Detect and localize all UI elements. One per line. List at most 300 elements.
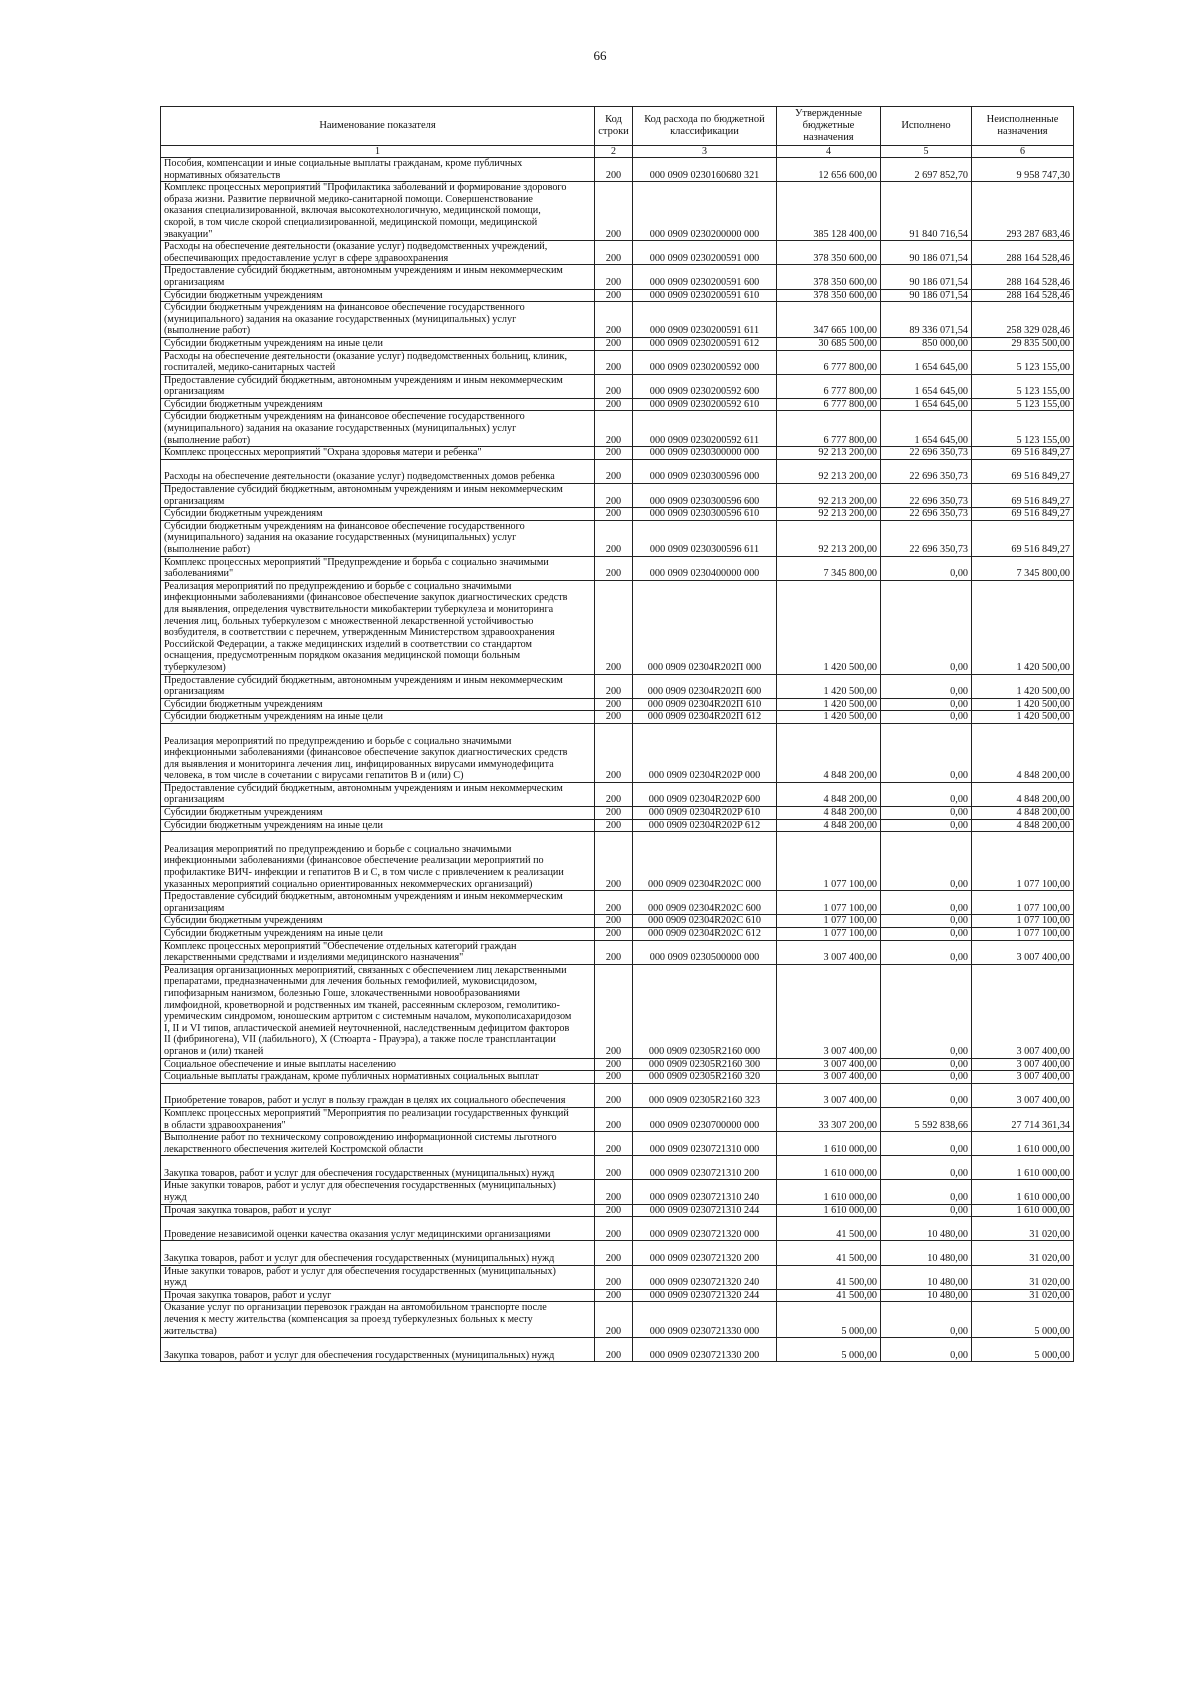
row-code: 200 — [595, 520, 633, 556]
row-kbk: 000 0909 0230200591 612 — [633, 337, 777, 350]
row-executed: 0,00 — [881, 1132, 972, 1156]
row-name: Предоставление субсидий бюджетным, автономным учреждениям и иным некоммерческим организациям — [161, 891, 595, 915]
row-kbk: 000 0909 02305R2160 323 — [633, 1083, 777, 1107]
row-code: 200 — [595, 964, 633, 1058]
table-row — [161, 891, 1074, 915]
row-approved: 1 610 000,00 — [777, 1156, 881, 1180]
row-approved: 41 500,00 — [777, 1217, 881, 1241]
header-code: Код строки — [595, 107, 633, 146]
row-executed: 90 186 071,54 — [881, 241, 972, 265]
column-number: 2 — [595, 146, 633, 158]
row-remaining: 288 164 528,46 — [972, 289, 1074, 302]
row-code: 200 — [595, 302, 633, 338]
row-kbk: 000 0909 02304R202П 600 — [633, 674, 777, 698]
row-kbk: 000 0909 0230200591 611 — [633, 302, 777, 338]
row-kbk: 000 0909 0230200591 000 — [633, 241, 777, 265]
table-row — [161, 1217, 1074, 1241]
row-executed: 0,00 — [881, 782, 972, 806]
row-name: Субсидии бюджетным учреждениям — [161, 915, 595, 928]
row-name: Реализация организационных мероприятий, связанных с обеспечением лиц лекарственными препаратами, предназначенными для лечения больных гемофилией, муковисцидозом, гипофизарным нанизмом, болезнью Гоше, злокачественными новообразованиями лимфоидной, кроветворной и родственных им тканей, рассеянным склерозом, гемолитико- уремическим синдромом, юношеским артритом с системным началом, мукополисахаридозом I, II и VI типов, апластической анемией неуточненной, наследственным дефицитом факторов II (фибриногена), VII (лабильного), X (Стюарта - Прауэра), а также после трансплантации органов и (или) тканей — [161, 964, 595, 1058]
row-code: 200 — [595, 1071, 633, 1084]
row-code: 200 — [595, 265, 633, 289]
table-row — [161, 711, 1074, 724]
row-remaining: 4 848 200,00 — [972, 819, 1074, 832]
row-remaining: 31 020,00 — [972, 1241, 1074, 1265]
row-approved: 1 610 000,00 — [777, 1180, 881, 1204]
row-kbk: 000 0909 0230721320 240 — [633, 1265, 777, 1289]
table-row — [161, 411, 1074, 447]
row-code: 200 — [595, 819, 633, 832]
table-row — [161, 1289, 1074, 1302]
row-kbk: 000 0909 02304R202П 000 — [633, 580, 777, 674]
row-remaining: 1 610 000,00 — [972, 1204, 1074, 1217]
row-remaining: 1 610 000,00 — [972, 1156, 1074, 1180]
row-remaining: 5 123 155,00 — [972, 374, 1074, 398]
row-executed: 10 480,00 — [881, 1289, 972, 1302]
row-code: 200 — [595, 723, 633, 782]
table-row — [161, 302, 1074, 338]
row-code: 200 — [595, 374, 633, 398]
row-name: Прочая закупка товаров, работ и услуг — [161, 1289, 595, 1302]
row-code: 200 — [595, 1180, 633, 1204]
row-executed: 0,00 — [881, 832, 972, 891]
row-name: Субсидии бюджетным учреждениям — [161, 398, 595, 411]
row-kbk: 000 0909 0230160680 321 — [633, 158, 777, 182]
row-kbk: 000 0909 02305R2160 320 — [633, 1071, 777, 1084]
table-row — [161, 674, 1074, 698]
table-row — [161, 350, 1074, 374]
row-code: 200 — [595, 1083, 633, 1107]
row-name: Комплекс процессных мероприятий "Мероприятия по реализации государственных функций в области здравоохранения" — [161, 1107, 595, 1131]
table-row — [161, 182, 1074, 241]
row-name: Предоставление субсидий бюджетным, автономным учреждениям и иным некоммерческим организациям — [161, 265, 595, 289]
table-header — [161, 107, 1074, 158]
row-code: 200 — [595, 289, 633, 302]
row-approved: 3 007 400,00 — [777, 1058, 881, 1071]
row-code: 200 — [595, 556, 633, 580]
row-kbk: 000 0909 0230721310 200 — [633, 1156, 777, 1180]
row-kbk: 000 0909 02304R202П 612 — [633, 711, 777, 724]
row-approved: 5 000,00 — [777, 1302, 881, 1338]
row-code: 200 — [595, 337, 633, 350]
row-approved: 41 500,00 — [777, 1241, 881, 1265]
table-row — [161, 819, 1074, 832]
row-name: Прочая закупка товаров, работ и услуг — [161, 1204, 595, 1217]
row-kbk: 000 0909 02304R202C 000 — [633, 832, 777, 891]
row-executed: 850 000,00 — [881, 337, 972, 350]
table-row — [161, 807, 1074, 820]
row-executed: 0,00 — [881, 1302, 972, 1338]
row-code: 200 — [595, 1338, 633, 1362]
row-executed: 0,00 — [881, 915, 972, 928]
row-approved: 1 420 500,00 — [777, 711, 881, 724]
row-kbk: 000 0909 0230200592 611 — [633, 411, 777, 447]
row-kbk: 000 0909 02305R2160 300 — [633, 1058, 777, 1071]
row-name: Реализация мероприятий по предупреждению и борьбе с социально значимыми инфекционными заболеваниями (финансовое обеспечение реализации мероприятий по профилактике ВИЧ- инфекции и гепатитов В и С, в том числе с привлечением к реализации указанных мероприятий социально ориентированных некоммерческих организаций) — [161, 832, 595, 891]
table-row — [161, 1132, 1074, 1156]
row-executed: 90 186 071,54 — [881, 289, 972, 302]
row-executed: 1 654 645,00 — [881, 398, 972, 411]
row-name: Субсидии бюджетным учреждениям на иные цели — [161, 337, 595, 350]
table-row — [161, 940, 1074, 964]
row-kbk: 000 0909 0230721330 200 — [633, 1338, 777, 1362]
row-approved: 92 213 200,00 — [777, 459, 881, 483]
row-kbk: 000 0909 02304R202C 610 — [633, 915, 777, 928]
table-row — [161, 1071, 1074, 1084]
row-remaining: 69 516 849,27 — [972, 447, 1074, 460]
row-code: 200 — [595, 698, 633, 711]
row-code: 200 — [595, 447, 633, 460]
row-remaining: 69 516 849,27 — [972, 508, 1074, 521]
table-body — [161, 158, 1074, 1362]
row-code: 200 — [595, 711, 633, 724]
row-kbk: 000 0909 0230721320 244 — [633, 1289, 777, 1302]
row-remaining: 4 848 200,00 — [972, 782, 1074, 806]
row-name: Закупка товаров, работ и услуг для обеспечения государственных (муниципальных) нужд — [161, 1241, 595, 1265]
row-kbk: 000 0909 0230500000 000 — [633, 940, 777, 964]
row-executed: 0,00 — [881, 674, 972, 698]
row-kbk: 000 0909 02304R202P 610 — [633, 807, 777, 820]
row-remaining: 69 516 849,27 — [972, 484, 1074, 508]
row-name: Выполнение работ по техническому сопровождению информационной системы льготного лекарственного обеспечения жителей Костромской области — [161, 1132, 595, 1156]
row-kbk: 000 0909 02304R202P 612 — [633, 819, 777, 832]
row-approved: 378 350 600,00 — [777, 289, 881, 302]
row-executed: 22 696 350,73 — [881, 459, 972, 483]
row-kbk: 000 0909 02304R202P 000 — [633, 723, 777, 782]
row-executed: 0,00 — [881, 1204, 972, 1217]
row-kbk: 000 0909 0230200000 000 — [633, 182, 777, 241]
row-remaining: 3 007 400,00 — [972, 1083, 1074, 1107]
row-kbk: 000 0909 02304R202П 610 — [633, 698, 777, 711]
row-executed: 0,00 — [881, 1071, 972, 1084]
row-approved: 41 500,00 — [777, 1289, 881, 1302]
row-name: Расходы на обеспечение деятельности (оказание услуг) подведомственных домов ребенка — [161, 459, 595, 483]
table-row — [161, 1204, 1074, 1217]
row-approved: 3 007 400,00 — [777, 964, 881, 1058]
table-row — [161, 484, 1074, 508]
row-name: Субсидии бюджетным учреждениям — [161, 508, 595, 521]
row-kbk: 000 0909 0230300596 610 — [633, 508, 777, 521]
row-code: 200 — [595, 1107, 633, 1131]
row-name: Субсидии бюджетным учреждениям на финансовое обеспечение государственного (муниципального) задания на оказание государственных (муниципальных) услуг (выполнение работ) — [161, 302, 595, 338]
row-code: 200 — [595, 674, 633, 698]
row-name: Закупка товаров, работ и услуг для обеспечения государственных (муниципальных) нужд — [161, 1156, 595, 1180]
row-code: 200 — [595, 484, 633, 508]
row-name: Комплекс процессных мероприятий "Предупреждение и борьба с социально значимыми заболеваниями" — [161, 556, 595, 580]
row-executed: 22 696 350,73 — [881, 508, 972, 521]
table-row — [161, 782, 1074, 806]
row-name: Предоставление субсидий бюджетным, автономным учреждениям и иным некоммерческим организациям — [161, 674, 595, 698]
row-approved: 1 077 100,00 — [777, 832, 881, 891]
row-remaining: 1 077 100,00 — [972, 832, 1074, 891]
row-code: 200 — [595, 459, 633, 483]
row-name: Реализация мероприятий по предупреждению и борьбе с социально значимыми инфекционными заболеваниями (финансовое обеспечение закупок диагностических средств для выявления, определения чувствительности микобактерии туберкулеза и мониторинга лечения лиц, больных туберкулезом с множественной лекарственной устойчивостью возбудителя, в соответствии с перечнем, утвержденным Министерством здравоохранения Российской Федерации, а также медицинских изделий в соответствии со стандартом оснащения, предусмотренным порядком оказания медицинской помощи больным туберкулезом) — [161, 580, 595, 674]
table-row — [161, 398, 1074, 411]
table-row — [161, 1107, 1074, 1131]
row-name: Предоставление субсидий бюджетным, автономным учреждениям и иным некоммерческим организациям — [161, 374, 595, 398]
row-approved: 6 777 800,00 — [777, 398, 881, 411]
row-approved: 92 213 200,00 — [777, 508, 881, 521]
row-approved: 1 077 100,00 — [777, 928, 881, 941]
row-code: 200 — [595, 1156, 633, 1180]
row-kbk: 000 0909 0230721320 200 — [633, 1241, 777, 1265]
table-row — [161, 556, 1074, 580]
row-name: Субсидии бюджетным учреждениям — [161, 698, 595, 711]
row-kbk: 000 0909 0230200591 600 — [633, 265, 777, 289]
row-remaining: 29 835 500,00 — [972, 337, 1074, 350]
table-row — [161, 1302, 1074, 1338]
column-number: 6 — [972, 146, 1074, 158]
row-kbk: 000 0909 02304R202C 600 — [633, 891, 777, 915]
row-approved: 3 007 400,00 — [777, 1083, 881, 1107]
row-executed: 0,00 — [881, 711, 972, 724]
table-row — [161, 241, 1074, 265]
row-remaining: 7 345 800,00 — [972, 556, 1074, 580]
row-code: 200 — [595, 928, 633, 941]
row-code: 200 — [595, 832, 633, 891]
row-name: Предоставление субсидий бюджетным, автономным учреждениям и иным некоммерческим организациям — [161, 782, 595, 806]
row-remaining: 288 164 528,46 — [972, 241, 1074, 265]
row-approved: 1 420 500,00 — [777, 698, 881, 711]
row-remaining: 5 123 155,00 — [972, 411, 1074, 447]
row-remaining: 4 848 200,00 — [972, 723, 1074, 782]
column-number-row — [161, 146, 1074, 158]
row-name: Субсидии бюджетным учреждениям на финансовое обеспечение государственного (муниципального) задания на оказание государственных (муниципальных) услуг (выполнение работ) — [161, 520, 595, 556]
row-kbk: 000 0909 0230721310 240 — [633, 1180, 777, 1204]
row-remaining: 3 007 400,00 — [972, 964, 1074, 1058]
row-remaining: 4 848 200,00 — [972, 807, 1074, 820]
row-name: Комплекс процессных мероприятий "Обеспечение отдельных категорий граждан лекарственными средствами и изделиями медицинского назначения" — [161, 940, 595, 964]
row-remaining: 5 000,00 — [972, 1338, 1074, 1362]
row-code: 200 — [595, 940, 633, 964]
column-number: 1 — [161, 146, 595, 158]
row-executed: 0,00 — [881, 723, 972, 782]
row-approved: 385 128 400,00 — [777, 182, 881, 241]
row-approved: 92 213 200,00 — [777, 520, 881, 556]
row-name: Расходы на обеспечение деятельности (оказание услуг) подведомственных больниц, клиник, госпиталей, медико-санитарных частей — [161, 350, 595, 374]
row-executed: 0,00 — [881, 819, 972, 832]
table-row — [161, 508, 1074, 521]
row-executed: 0,00 — [881, 928, 972, 941]
row-approved: 6 777 800,00 — [777, 374, 881, 398]
row-name: Субсидии бюджетным учреждениям — [161, 289, 595, 302]
header-name: Наименование показателя — [161, 107, 595, 146]
row-kbk: 000 0909 0230300596 000 — [633, 459, 777, 483]
table-row — [161, 265, 1074, 289]
row-code: 200 — [595, 1058, 633, 1071]
row-approved: 378 350 600,00 — [777, 265, 881, 289]
row-code: 200 — [595, 1132, 633, 1156]
row-name: Предоставление субсидий бюджетным, автономным учреждениям и иным некоммерческим организациям — [161, 484, 595, 508]
row-remaining: 1 420 500,00 — [972, 698, 1074, 711]
row-remaining: 258 329 028,46 — [972, 302, 1074, 338]
row-kbk: 000 0909 0230721320 000 — [633, 1217, 777, 1241]
row-remaining: 31 020,00 — [972, 1289, 1074, 1302]
row-code: 200 — [595, 807, 633, 820]
row-approved: 4 848 200,00 — [777, 807, 881, 820]
row-approved: 4 848 200,00 — [777, 819, 881, 832]
row-executed: 0,00 — [881, 964, 972, 1058]
row-remaining: 1 610 000,00 — [972, 1132, 1074, 1156]
row-name: Оказание услуг по организации перевозок граждан на автомобильном транспорте после лечения к месту жительства (компенсация за проезд туберкулезных больных к месту жительства) — [161, 1302, 595, 1338]
table-row — [161, 698, 1074, 711]
table-row — [161, 520, 1074, 556]
row-executed: 22 696 350,73 — [881, 447, 972, 460]
row-executed: 0,00 — [881, 580, 972, 674]
row-code: 200 — [595, 891, 633, 915]
table-row — [161, 1241, 1074, 1265]
row-approved: 1 420 500,00 — [777, 580, 881, 674]
row-executed: 0,00 — [881, 1083, 972, 1107]
table-row — [161, 1156, 1074, 1180]
row-remaining: 5 123 155,00 — [972, 350, 1074, 374]
row-executed: 0,00 — [881, 807, 972, 820]
row-executed: 89 336 071,54 — [881, 302, 972, 338]
row-name: Реализация мероприятий по предупреждению и борьбе с социально значимыми инфекционными заболеваниями (финансовое обеспечение закупок диагностических средств для выявления и мониторинга лечения лиц, инфицированных вирусами иммунодефицита человека, в том числе в сочетании с вирусами гепатитов В и (или) С) — [161, 723, 595, 782]
row-remaining: 3 007 400,00 — [972, 940, 1074, 964]
row-approved: 1 420 500,00 — [777, 674, 881, 698]
row-approved: 7 345 800,00 — [777, 556, 881, 580]
row-remaining: 1 077 100,00 — [972, 928, 1074, 941]
row-remaining: 69 516 849,27 — [972, 520, 1074, 556]
row-remaining: 1 610 000,00 — [972, 1180, 1074, 1204]
row-kbk: 000 0909 0230300596 600 — [633, 484, 777, 508]
row-approved: 6 777 800,00 — [777, 411, 881, 447]
table-row — [161, 1338, 1074, 1362]
row-approved: 6 777 800,00 — [777, 350, 881, 374]
row-code: 200 — [595, 182, 633, 241]
row-name: Субсидии бюджетным учреждениям на финансовое обеспечение государственного (муниципального) задания на оказание государственных (муниципальных) услуг (выполнение работ) — [161, 411, 595, 447]
row-name: Закупка товаров, работ и услуг для обеспечения государственных (муниципальных) нужд — [161, 1338, 595, 1362]
row-name: Иные закупки товаров, работ и услуг для обеспечения государственных (муниципальных) нужд — [161, 1265, 595, 1289]
row-approved: 347 665 100,00 — [777, 302, 881, 338]
row-remaining: 288 164 528,46 — [972, 265, 1074, 289]
row-kbk: 000 0909 02304R202P 600 — [633, 782, 777, 806]
row-executed: 1 654 645,00 — [881, 374, 972, 398]
row-executed: 0,00 — [881, 1156, 972, 1180]
table-row — [161, 158, 1074, 182]
row-remaining: 31 020,00 — [972, 1217, 1074, 1241]
row-approved: 1 077 100,00 — [777, 915, 881, 928]
row-name: Проведение независимой оценки качества оказания услуг медицинскими организациями — [161, 1217, 595, 1241]
table-row — [161, 289, 1074, 302]
column-number: 3 — [633, 146, 777, 158]
row-code: 200 — [595, 508, 633, 521]
row-kbk: 000 0909 0230721330 000 — [633, 1302, 777, 1338]
row-remaining: 9 958 747,30 — [972, 158, 1074, 182]
row-approved: 3 007 400,00 — [777, 940, 881, 964]
row-code: 200 — [595, 1302, 633, 1338]
row-executed: 22 696 350,73 — [881, 520, 972, 556]
row-approved: 1 610 000,00 — [777, 1204, 881, 1217]
row-kbk: 000 0909 0230400000 000 — [633, 556, 777, 580]
row-executed: 0,00 — [881, 1338, 972, 1362]
row-remaining: 27 714 361,34 — [972, 1107, 1074, 1131]
row-name: Субсидии бюджетным учреждениям на иные цели — [161, 819, 595, 832]
table-row — [161, 832, 1074, 891]
row-code: 200 — [595, 241, 633, 265]
row-kbk: 000 0909 02304R202C 612 — [633, 928, 777, 941]
row-approved: 1 610 000,00 — [777, 1132, 881, 1156]
row-code: 200 — [595, 398, 633, 411]
row-executed: 10 480,00 — [881, 1241, 972, 1265]
row-kbk: 000 0909 0230200592 600 — [633, 374, 777, 398]
table-row — [161, 915, 1074, 928]
row-remaining: 69 516 849,27 — [972, 459, 1074, 483]
row-remaining: 1 420 500,00 — [972, 711, 1074, 724]
budget-execution-table — [160, 106, 1074, 1362]
row-executed: 22 696 350,73 — [881, 484, 972, 508]
row-executed: 10 480,00 — [881, 1265, 972, 1289]
table-row — [161, 447, 1074, 460]
table-row — [161, 1180, 1074, 1204]
row-name: Социальное обеспечение и иные выплаты населению — [161, 1058, 595, 1071]
row-kbk: 000 0909 0230300596 611 — [633, 520, 777, 556]
row-code: 200 — [595, 915, 633, 928]
row-code: 200 — [595, 1204, 633, 1217]
row-code: 200 — [595, 1289, 633, 1302]
row-kbk: 000 0909 0230200591 610 — [633, 289, 777, 302]
row-approved: 378 350 600,00 — [777, 241, 881, 265]
row-name: Социальные выплаты гражданам, кроме публичных нормативных социальных выплат — [161, 1071, 595, 1084]
row-executed: 90 186 071,54 — [881, 265, 972, 289]
header-remaining: Неисполненные назначения — [972, 107, 1074, 146]
row-approved: 33 307 200,00 — [777, 1107, 881, 1131]
row-name: Субсидии бюджетным учреждениям — [161, 807, 595, 820]
row-code: 200 — [595, 1265, 633, 1289]
row-name: Субсидии бюджетным учреждениям на иные цели — [161, 928, 595, 941]
row-name: Пособия, компенсации и иные социальные выплаты гражданам, кроме публичных нормативных обязательств — [161, 158, 595, 182]
row-executed: 5 592 838,66 — [881, 1107, 972, 1131]
row-remaining: 293 287 683,46 — [972, 182, 1074, 241]
row-approved: 3 007 400,00 — [777, 1071, 881, 1084]
row-approved: 5 000,00 — [777, 1338, 881, 1362]
row-code: 200 — [595, 350, 633, 374]
row-remaining: 5 123 155,00 — [972, 398, 1074, 411]
table-row — [161, 1058, 1074, 1071]
row-executed: 91 840 716,54 — [881, 182, 972, 241]
row-code: 200 — [595, 782, 633, 806]
row-kbk: 000 0909 0230721310 244 — [633, 1204, 777, 1217]
column-number: 4 — [777, 146, 881, 158]
row-code: 200 — [595, 1217, 633, 1241]
row-remaining: 1 420 500,00 — [972, 580, 1074, 674]
row-executed: 10 480,00 — [881, 1217, 972, 1241]
row-kbk: 000 0909 0230700000 000 — [633, 1107, 777, 1131]
row-executed: 2 697 852,70 — [881, 158, 972, 182]
row-approved: 30 685 500,00 — [777, 337, 881, 350]
row-remaining: 5 000,00 — [972, 1302, 1074, 1338]
header-executed: Исполнено — [881, 107, 972, 146]
row-kbk: 000 0909 0230200592 000 — [633, 350, 777, 374]
row-kbk: 000 0909 0230300000 000 — [633, 447, 777, 460]
row-remaining: 1 077 100,00 — [972, 915, 1074, 928]
table-row — [161, 459, 1074, 483]
row-executed: 0,00 — [881, 698, 972, 711]
row-executed: 0,00 — [881, 940, 972, 964]
table-row — [161, 723, 1074, 782]
row-remaining: 1 077 100,00 — [972, 891, 1074, 915]
row-approved: 12 656 600,00 — [777, 158, 881, 182]
header-approved: Утвержденные бюджетные назначения — [777, 107, 881, 146]
row-kbk: 000 0909 0230721310 000 — [633, 1132, 777, 1156]
table-row — [161, 964, 1074, 1058]
row-name: Расходы на обеспечение деятельности (оказание услуг) подведомственных учреждений, обеспечивающих предоставление услуг в сфере здравоохранения — [161, 241, 595, 265]
page-number: 66 — [593, 48, 607, 63]
row-executed: 0,00 — [881, 1180, 972, 1204]
row-executed: 0,00 — [881, 1058, 972, 1071]
row-name: Комплекс процессных мероприятий "Охрана здоровья матери и ребенка" — [161, 447, 595, 460]
